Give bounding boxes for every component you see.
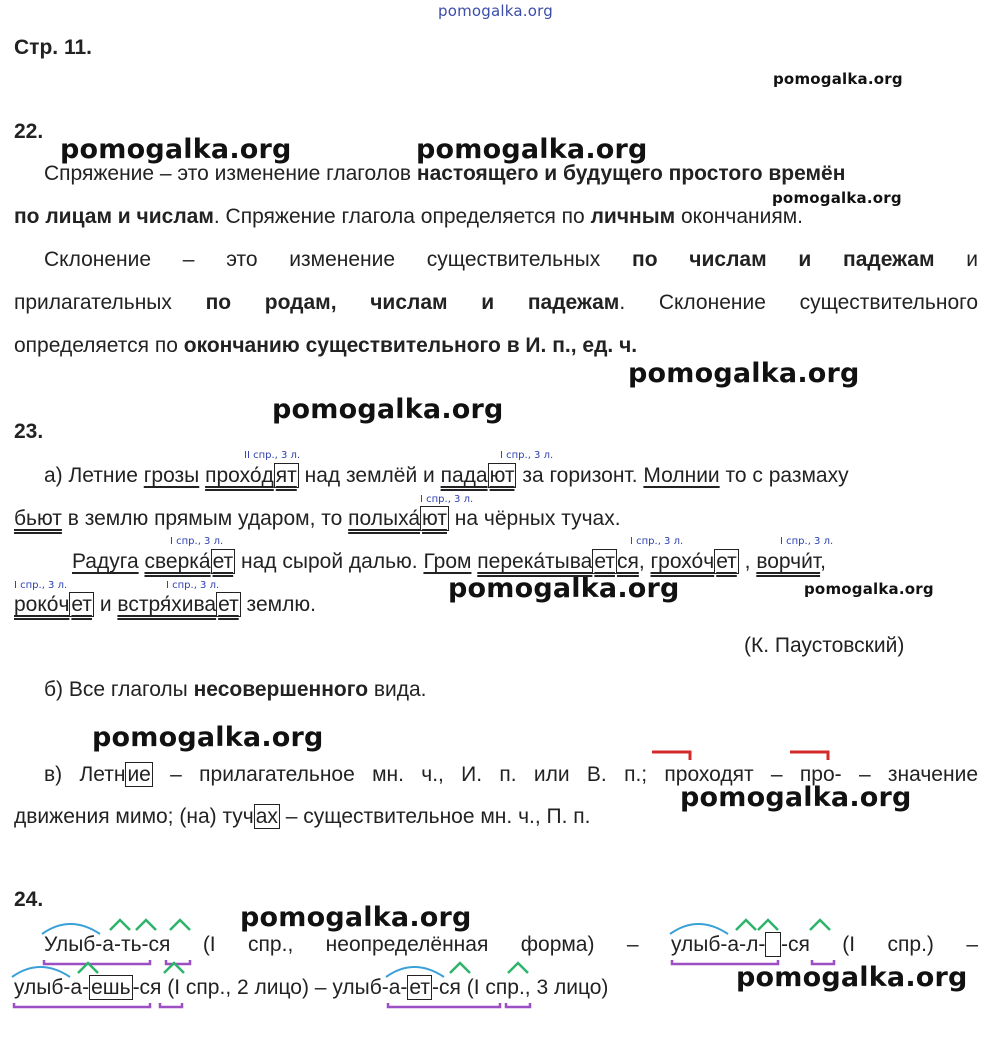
postfix-mark [506, 1003, 530, 1007]
suffix-mark [810, 920, 830, 930]
watermark-large: pomogalka.org [272, 394, 504, 425]
stem-mark [388, 1003, 500, 1007]
text-line: улыб-а-ешь-ся (I спр., 2 лицо) – улыб-а-ет-ся (I спр., 3 лицо) [14, 976, 609, 999]
watermark-large: pomogalka.org [92, 722, 324, 753]
text-line: определяется по окончанию существительного в И. п., ед. ч. [14, 334, 638, 357]
postfix-mark [812, 960, 834, 964]
suffix-mark [170, 920, 190, 930]
root-arc-mark [386, 967, 444, 977]
conjugation-note: I спр., 3 л. [14, 580, 68, 591]
postfix-mark [160, 1003, 182, 1007]
exercise-number: 22. [14, 120, 44, 143]
postfix-mark [166, 960, 190, 964]
root-arc-mark [12, 967, 70, 977]
conjugation-note: I спр., 3 л. [780, 536, 834, 547]
conjugation-note: I спр., 3 л. [170, 536, 224, 547]
text-line: в) Летние – прилагательное мн. ч., И. п. или В. п.; проходят – про- – значение [44, 763, 978, 786]
prefix-mark [652, 752, 690, 760]
watermark-large: pomogalka.org [240, 902, 472, 933]
text-line: прилагательных по родам, числам и падежам. Склонение существительного [14, 291, 979, 314]
text-line: б) Все глаголы несовершенного вида. [44, 678, 427, 701]
root-arc-mark [42, 924, 100, 934]
text-line: а) Летние грозы прохо́дят над землёй и падают за горизонт. Молнии то с размаху [44, 464, 849, 487]
text-line: бьют в землю прямым ударом, то полыха́ют на чёрных тучах. [14, 507, 621, 530]
root-arc-mark [670, 924, 728, 934]
stem-mark [44, 960, 150, 964]
text-line: по лицам и числам. Спряжение глагола определяется по личным окончаниям. [14, 205, 803, 228]
text-line: роко́чет и встря́хивает землю. [14, 593, 316, 616]
watermark-large: pomogalka.org [628, 358, 860, 389]
conjugation-note: I спр., 3 л. [166, 580, 220, 591]
watermark-small: pomogalka.org [773, 70, 903, 88]
exercise-number: 23. [14, 420, 44, 443]
exercise-number: 24. [14, 888, 44, 911]
text-line: движения мимо; (на) тучах – существительное мн. ч., П. п. [14, 805, 591, 828]
conjugation-note: II спр., 3 л. [244, 450, 301, 461]
suffix-mark [508, 963, 528, 973]
watermark-large: pomogalka.org [448, 573, 680, 604]
watermark-large: pomogalka.org [60, 134, 292, 165]
watermark-top: pomogalka.org [438, 2, 553, 20]
suffix-mark [758, 920, 778, 930]
suffix-mark [136, 920, 156, 930]
watermark-large: pomogalka.org [416, 134, 648, 165]
suffix-mark [736, 920, 756, 930]
conjugation-note: I спр., 3 л. [630, 536, 684, 547]
text-line: Склонение – это изменение существительных по числам и падежам и [44, 248, 978, 271]
prefix-mark [790, 752, 828, 760]
author-credit: (К. Паустовский) [744, 634, 905, 657]
watermark-large: pomogalka.org [736, 962, 968, 993]
stem-mark [672, 960, 778, 964]
suffix-mark [450, 963, 470, 973]
text-line: Спряжение – это изменение глаголов настоящего и будущего простого времён [44, 162, 846, 185]
watermark-small: pomogalka.org [804, 580, 934, 598]
page-label: Стр. 11. [14, 36, 92, 59]
watermark-large: pomogalka.org [680, 782, 912, 813]
conjugation-note: I спр., 3 л. [420, 494, 474, 505]
watermark-small: pomogalka.org [772, 189, 902, 207]
suffix-mark [110, 920, 130, 930]
text-line: Радуга сверка́ет над сырой далью. Гром перека́тывается, грохо́чет , ворчи́т, [72, 550, 826, 573]
text-line: Улыб-а-ть-ся (I спр., неопределённая форма) – улыб-а-л- -ся (I спр.) – [44, 933, 978, 956]
conjugation-note: I спр., 3 л. [500, 450, 554, 461]
stem-mark [14, 1003, 150, 1007]
